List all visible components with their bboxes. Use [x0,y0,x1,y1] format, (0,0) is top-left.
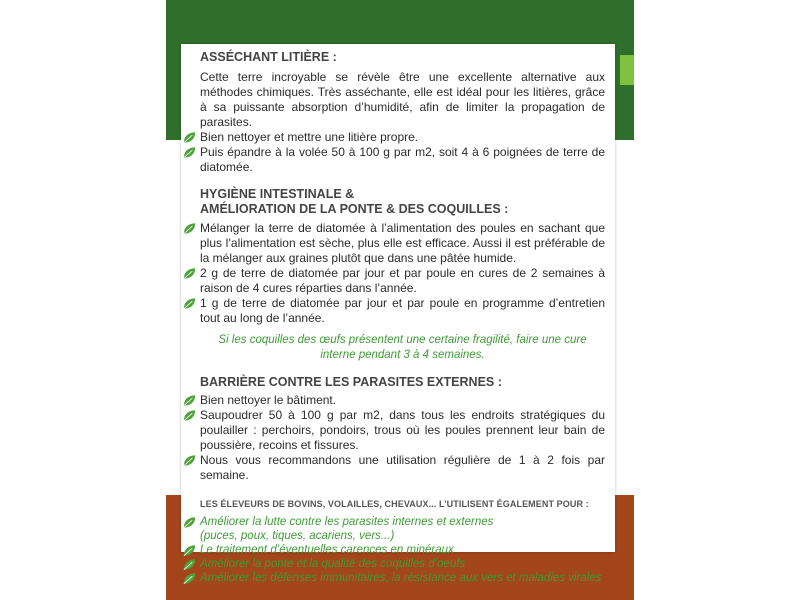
bullet-item [200,393,605,408]
benefit-item [200,543,605,557]
leaf-icon [182,394,197,408]
section-title-hygiene-line1: HYGIÈNE INTESTINALE & [200,187,355,201]
benefit-text: Améliorer la ponte et la qualité des coquilles d’oeufs [200,558,466,570]
bullet-text: 1 g de terre de diatomée par jour et par poule en programme d’entretien tout au long de l’année. [200,296,605,325]
bullet-text: 2 g de terre de diatomée par jour et par poule en cures de 2 semaines à raison de 4 cures réparties dans l’année. [200,266,605,295]
bullet-text: Puis épandre à la volée 50 à 100 g par m2, soit 4 à 6 poignées de terre de diatomée. [200,145,605,174]
leaf-icon [182,454,197,468]
leaf-icon [182,267,197,281]
section-title-parasites: BARRIÈRE CONTRE LES PARASITES EXTERNES : [200,375,502,389]
section-title-litiere: ASSÉCHANT LITIÈRE : [200,50,337,64]
leaf-icon [182,222,197,236]
leaf-icon [182,572,197,586]
leaf-icon [182,146,197,160]
bullet-item [200,130,605,145]
benefit-text: Améliorer la lutte contre les parasites internes et externes [200,516,494,528]
benefit-text: Le traitement d’éventuelles carences en minéraux [200,544,454,556]
leaf-icon [182,516,197,530]
benefit-text: Améliorer les défenses immunitaires, la résistance aux vers et maladies virales [200,572,602,584]
background-green-accent [620,55,634,85]
leaf-icon [182,558,197,572]
benefit-item [200,557,605,571]
bullet-item [200,408,605,453]
leaf-icon [182,544,197,558]
benefit-item [200,515,605,529]
bullet-item [200,145,605,175]
document-content [200,50,605,585]
leaf-icon [182,297,197,311]
bullet-text: Mélanger la terre de diatomée à l’alimentation des poules en sachant que plus l’alimentation est sèche, plus elle est efficace. Aussi il est préférable de la mélanger aux graines plutôt que dans une pâtée humide. [200,221,605,265]
bullet-item [200,266,605,296]
fragility-note: Si les coquilles des œufs présentent une certaine fragilité, faire une cure interne pendant 3 à 4 semaines. [218,334,587,361]
bullet-text: Bien nettoyer le bâtiment. [200,393,337,407]
bullet-item [200,296,605,326]
bullet-text: Saupoudrer 50 à 100 g par m2, dans tous les endroits stratégiques du poulailler : perchoirs, pondoirs, trous où les poules prennent leur bain de poussière, recoins et fissures. [200,408,605,452]
bullet-item [200,221,605,266]
bullet-item [200,453,605,483]
breeders-heading: LES ÉLEVEURS DE BOVINS, VOLAILLES, CHEVAUX... L’UTILISENT ÉGALEMENT POUR : [200,499,589,509]
leaf-icon [182,409,197,423]
bullet-text: Nous vous recommandons une utilisation régulière de 1 à 2 fois par semaine. [200,453,605,482]
paragraph: Cette terre incroyable se révèle être une excellente alternative aux méthodes chimiques. Très asséchante, elle est idéal pour les litières, grâce à sa puissante absorption d’humidité, afin de limiter la propagation de parasites. [200,70,605,129]
benefit-item-continued: (puces, poux, tiques, acariens, vers...) [200,530,395,542]
leaf-icon [182,131,197,145]
section-title-hygiene-line2: AMÉLIORATION DE LA PONTE & DES COQUILLES : [200,202,509,216]
benefit-item [200,571,605,585]
bullet-text: Bien nettoyer et mettre une litière propre. [200,130,419,144]
